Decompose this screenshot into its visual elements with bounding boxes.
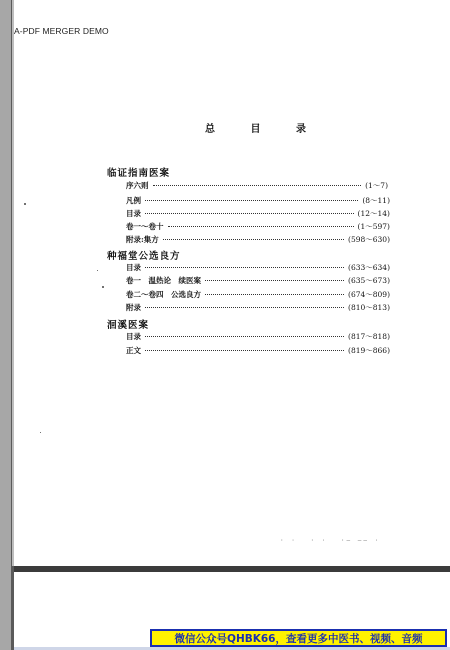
page-title: 总 目 录 bbox=[205, 124, 322, 135]
section-title-huixi: 洄溪医案 bbox=[107, 320, 150, 331]
leader-dots bbox=[205, 294, 344, 295]
entry-label: 卷一～卷十 bbox=[126, 222, 164, 231]
entry-label: 附录:集方 bbox=[126, 235, 159, 244]
bottom-scan-marks: · · · · ·— —— · bbox=[280, 537, 381, 544]
entry-label: 卷二～卷四 公选良方 bbox=[126, 290, 201, 299]
entry-range: (1～597) bbox=[357, 222, 390, 231]
entry-range: (8～11) bbox=[362, 196, 390, 205]
entry-label: 序六则 bbox=[126, 181, 149, 190]
entry-range: (817～818) bbox=[348, 332, 390, 341]
toc-entry[interactable] bbox=[126, 208, 390, 218]
entry-range: (633～634) bbox=[348, 263, 390, 272]
toc-entry[interactable] bbox=[126, 221, 390, 231]
entry-range: (810～813) bbox=[348, 303, 390, 312]
scan-speck bbox=[102, 286, 104, 288]
entry-range: (674～809) bbox=[348, 290, 390, 299]
entry-range: (598～630) bbox=[348, 235, 390, 244]
leader-dots bbox=[145, 267, 344, 268]
demo-watermark: A-PDF MERGER DEMO bbox=[14, 26, 109, 36]
entry-label: 正文 bbox=[126, 346, 141, 355]
section-title-zhongfutang: 种福堂公选良方 bbox=[107, 251, 181, 262]
entry-label: 目录 bbox=[126, 263, 141, 272]
entry-range: (1～7) bbox=[365, 181, 388, 190]
leader-dots bbox=[153, 185, 362, 186]
toc-entry[interactable] bbox=[126, 289, 390, 299]
leader-dots bbox=[145, 200, 358, 201]
section-title-linzheng: 临证指南医案 bbox=[107, 168, 171, 179]
toc-entry[interactable] bbox=[126, 262, 390, 272]
entry-label: 目录 bbox=[126, 209, 141, 218]
leader-dots bbox=[145, 336, 344, 337]
entry-range: (819～866) bbox=[348, 346, 390, 355]
entry-range: (12～14) bbox=[357, 209, 390, 218]
entry-label: 卷一 温热论 续医案 bbox=[126, 276, 201, 285]
entry-range: (635～673) bbox=[348, 276, 390, 285]
toc-entry[interactable] bbox=[126, 302, 390, 312]
leader-dots bbox=[163, 239, 344, 240]
leader-dots bbox=[205, 280, 344, 281]
leader-dots bbox=[145, 350, 344, 351]
toc-entry[interactable] bbox=[126, 275, 390, 285]
leader-dots bbox=[145, 307, 344, 308]
entry-label: 凡例 bbox=[126, 196, 141, 205]
entry-label: 附录 bbox=[126, 303, 141, 312]
leader-dots bbox=[145, 213, 354, 214]
page-left-edge bbox=[0, 0, 14, 650]
promo-banner[interactable]: 微信公众号QHBK66，查看更多中医书、视频、音频 bbox=[150, 629, 447, 647]
toc-entry[interactable] bbox=[126, 345, 390, 355]
leader-dots bbox=[168, 226, 354, 227]
scan-speck bbox=[40, 432, 41, 433]
toc-entry[interactable] bbox=[126, 180, 388, 190]
scan-speck bbox=[24, 203, 26, 205]
toc-entry[interactable] bbox=[126, 331, 390, 341]
toc-entry[interactable] bbox=[126, 195, 390, 205]
toc-entry[interactable] bbox=[126, 234, 390, 244]
scan-speck bbox=[97, 270, 98, 271]
entry-label: 目录 bbox=[126, 332, 141, 341]
